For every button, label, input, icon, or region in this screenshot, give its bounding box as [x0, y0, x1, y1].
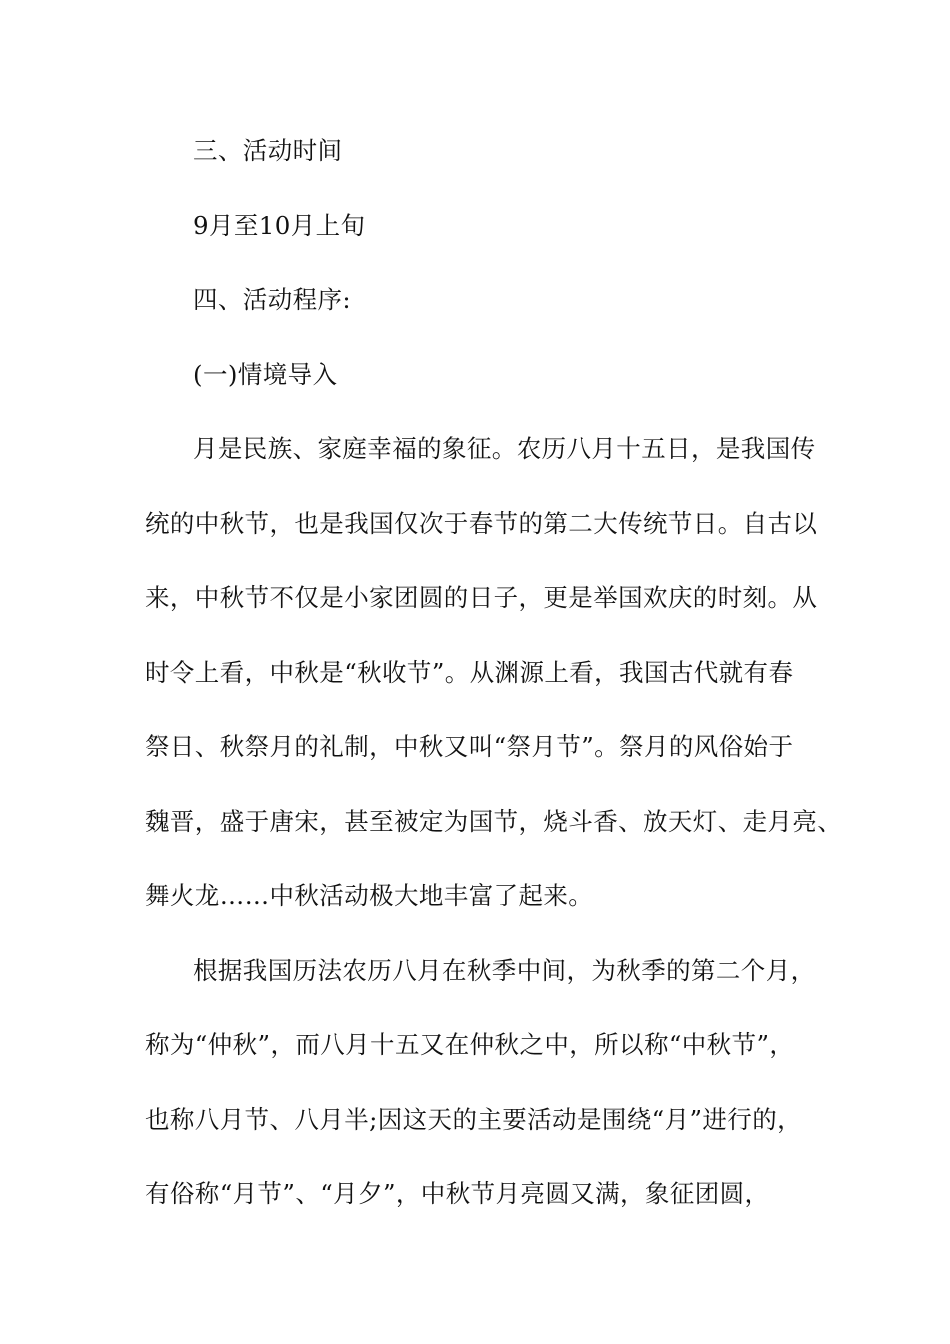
paragraph-1-line-7: 舞火龙……中秋活动极大地丰富了起来。 — [145, 881, 594, 910]
paragraph-2-line-2: 称为“仲秋”，而八月十五又在仲秋之中，所以称“中秋节”， — [145, 1030, 795, 1059]
activity-time-value: 9月至10月上旬 — [193, 210, 366, 240]
paragraph-1-line-6: 魏晋，盛于唐宋，甚至被定为国节，烧斗香、放天灯、走月亮、 — [145, 806, 843, 836]
document-body — [145, 128, 843, 1246]
paragraph-2-line-1: 根据我国历法农历八月在秋季中间，为秋季的第二个月， — [193, 955, 816, 985]
paragraph-1-line-4: 时令上看，中秋是“秋收节”。从渊源上看，我国古代就有春 — [145, 657, 794, 687]
section-heading-activity-procedure: 四、活动程序: — [193, 285, 352, 314]
paragraph-1-line-2: 统的中秋节，也是我国仅次于春节的第二大传统节日。自古以 — [145, 508, 818, 538]
section-heading-activity-time: 三、活动时间 — [193, 136, 343, 165]
subsection-heading-introduction: (一)情境导入 — [193, 359, 338, 389]
paragraph-1-line-3: 来，中秋节不仅是小家团圆的日子，更是举国欢庆的时刻。从 — [145, 583, 818, 612]
paragraph-2-line-3: 也称八月节、八月半;因这天的主要活动是围绕“月”进行的， — [145, 1104, 803, 1134]
paragraph-2-line-4: 有俗称“月节”、“月夕”，中秋节月亮圆又满，象征团圆， — [145, 1179, 770, 1208]
paragraph-1-line-1: 月是民族、家庭幸福的象征。农历八月十五日，是我国传 — [193, 434, 816, 463]
paragraph-1-line-5: 祭日、秋祭月的礼制，中秋又叫“祭月节”。祭月的风俗始于 — [145, 732, 794, 761]
